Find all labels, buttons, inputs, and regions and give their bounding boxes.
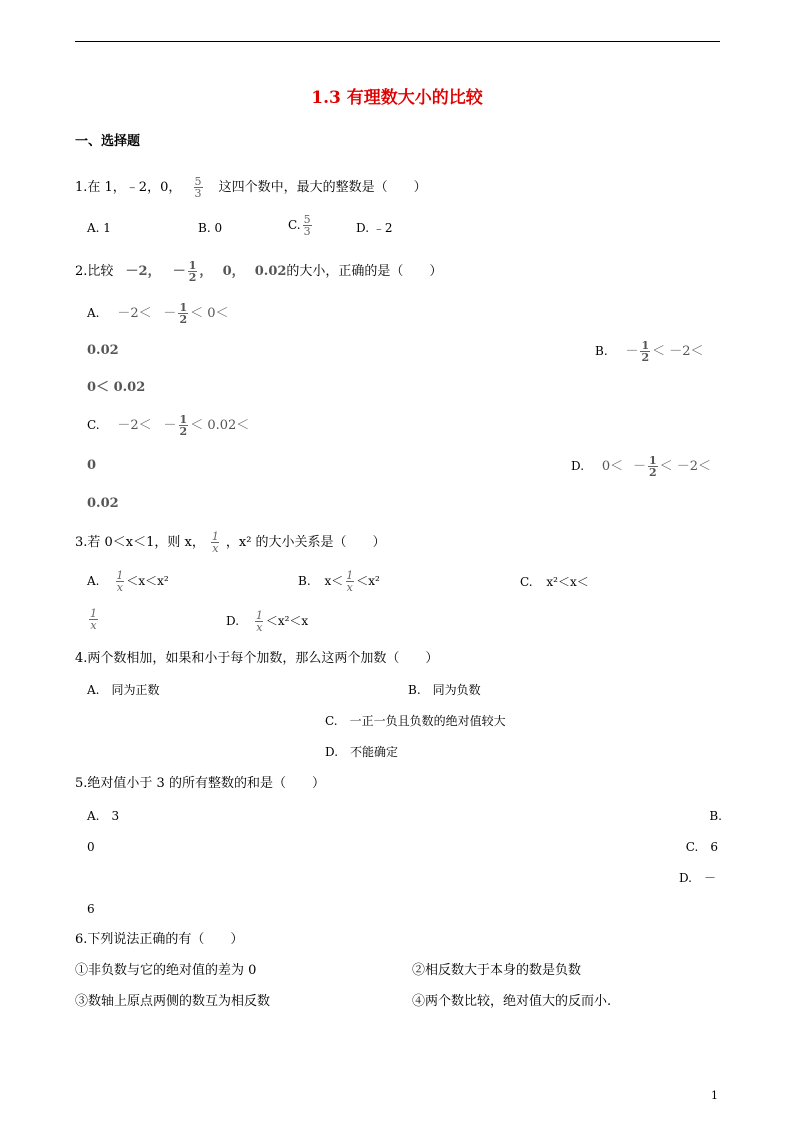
q2-value-2-comma: ， bbox=[199, 264, 213, 279]
q3-c-label: C. bbox=[520, 575, 533, 589]
q5-option-b-value: 0 bbox=[87, 840, 95, 854]
q2-a-part1: －2＜ bbox=[117, 306, 152, 321]
q2-d-part2: ＜ －2＜ bbox=[659, 459, 712, 474]
q2-option-c[interactable] bbox=[87, 414, 249, 437]
q3-c-rest: x²＜x＜ bbox=[546, 575, 589, 589]
q2-b-frac-num: 1 bbox=[641, 339, 650, 352]
q2-d-fraction bbox=[648, 455, 658, 478]
q2-c-label: C. bbox=[87, 418, 100, 432]
q2-a-frac-num: 1 bbox=[179, 301, 188, 314]
q5-option-b[interactable]: B. bbox=[709, 809, 722, 823]
q2-half-num: 1 bbox=[188, 259, 197, 272]
q2-option-a[interactable] bbox=[87, 302, 229, 325]
q2-c-sign: － bbox=[163, 418, 177, 433]
q2-stem-end: 的大小，正确的是（ ） bbox=[286, 264, 443, 279]
q3-b-fraction bbox=[345, 570, 354, 593]
q2-a-part2: ＜ 0＜ bbox=[190, 306, 229, 321]
q5-option-c[interactable]: C. 6 bbox=[685, 840, 718, 854]
q1-c-frac-num: 5 bbox=[303, 213, 311, 226]
q3-a-frac-num: 1 bbox=[116, 569, 124, 582]
q5-option-d[interactable]: D. － bbox=[678, 871, 716, 885]
q2-c-frac-den: 2 bbox=[179, 425, 188, 438]
q4-option-d[interactable]: D. 不能确定 bbox=[325, 745, 399, 759]
q3-c-continued bbox=[87, 608, 100, 631]
q2-b-sign: － bbox=[625, 344, 639, 359]
q3-a-frac-den: x bbox=[116, 581, 123, 594]
q6-statement-4: ④两个数比较，绝对值大的反而小. bbox=[412, 994, 612, 1009]
q2-d-label: D. bbox=[571, 459, 585, 473]
q3-c-frac-den: x bbox=[90, 619, 97, 632]
q3-b-frac-den: x bbox=[346, 581, 353, 594]
q2-d-frac-num: 1 bbox=[648, 454, 657, 467]
q3-b-label: B. bbox=[298, 574, 311, 588]
q2-b-frac-den: 2 bbox=[641, 351, 650, 364]
q2-b-label: B. bbox=[595, 344, 608, 358]
q2-half-den: 2 bbox=[188, 271, 197, 284]
q2-value-3: 0， bbox=[222, 264, 245, 279]
q2-a-sign: － bbox=[163, 306, 177, 321]
q2-stem-start: 2.比较 bbox=[75, 264, 114, 279]
q1-option-a[interactable]: A. 1 bbox=[87, 221, 111, 235]
q2-value-4: 0.02 bbox=[254, 264, 287, 279]
q3-option-c[interactable] bbox=[520, 576, 589, 588]
q2-a-continued: 0.02 bbox=[87, 343, 119, 358]
q5-option-a[interactable]: A. 3 bbox=[87, 809, 120, 823]
question-3-stem bbox=[75, 531, 386, 554]
q1-option-b[interactable]: B. 0 bbox=[198, 221, 223, 235]
q2-c-frac-num: 1 bbox=[179, 413, 188, 426]
q3-stem-end: ，x² 的大小关系是（ ） bbox=[225, 535, 386, 550]
q3-frac-num: 1 bbox=[211, 530, 219, 543]
q4-option-c[interactable]: C. 一正一负且负数的绝对值较大 bbox=[325, 714, 506, 728]
q2-b-continued: 0＜ 0.02 bbox=[87, 380, 146, 395]
q2-half-fraction bbox=[188, 260, 198, 283]
q1-frac-num: 5 bbox=[194, 175, 202, 188]
q2-value-1: －2， bbox=[125, 264, 161, 279]
q3-frac-den: x bbox=[212, 542, 219, 555]
q3-stem-start: 3.若 0＜x＜1，则 x， bbox=[75, 535, 205, 550]
q2-d-frac-den: 2 bbox=[648, 466, 657, 479]
header-rule bbox=[75, 41, 720, 42]
q6-statement-3: ③数轴上原点两侧的数互为相反数 bbox=[75, 994, 271, 1009]
q3-d-frac-den: x bbox=[256, 621, 263, 634]
q2-d-part1: 0＜ bbox=[601, 459, 624, 474]
q2-d-sign: － bbox=[632, 459, 646, 474]
q6-statement-2: ②相反数大于本身的数是负数 bbox=[412, 963, 582, 978]
q2-d-continued: 0.02 bbox=[87, 496, 119, 511]
q3-option-a[interactable] bbox=[87, 570, 169, 593]
q3-b-frac-num: 1 bbox=[346, 569, 354, 582]
q2-b-fraction bbox=[640, 340, 650, 363]
q3-option-d[interactable] bbox=[226, 610, 308, 633]
q2-option-d[interactable] bbox=[571, 455, 711, 478]
q1-c-frac-den: 3 bbox=[303, 225, 311, 238]
q2-c-part2: ＜ 0.02＜ bbox=[190, 418, 250, 433]
q3-d-rest: ＜x²＜x bbox=[265, 614, 309, 628]
q2-option-b[interactable] bbox=[595, 340, 704, 363]
question-6-stem: 6.下列说法正确的有（ ） bbox=[75, 932, 244, 947]
q3-d-label: D. bbox=[226, 614, 240, 628]
q1-fraction bbox=[194, 176, 203, 199]
q2-c-fraction bbox=[179, 414, 189, 437]
q4-option-b[interactable]: B. 同为负数 bbox=[408, 683, 481, 697]
q3-a-rest: ＜x＜x² bbox=[126, 574, 169, 588]
q3-b-pre: x＜ bbox=[324, 574, 344, 588]
q1-stem-end: 这四个数中，最大的整数是（ ） bbox=[218, 180, 427, 195]
q3-fraction bbox=[211, 531, 220, 554]
q2-b-part2: ＜ －2＜ bbox=[652, 344, 704, 359]
page-title: 1.3 有理数大小的比较 bbox=[311, 88, 483, 108]
q3-d-fraction bbox=[255, 610, 264, 633]
q3-a-label: A. bbox=[87, 574, 100, 588]
q1-stem-start: 1.在 1，﹣2，0， bbox=[75, 180, 182, 195]
q1-frac-den: 3 bbox=[194, 187, 202, 200]
q1-c-label: C. bbox=[288, 218, 301, 232]
page-number: 1 bbox=[711, 1089, 718, 1102]
q3-c-frac-num: 1 bbox=[90, 607, 97, 620]
q1-option-c[interactable] bbox=[288, 214, 314, 237]
q4-option-a[interactable]: A. 同为正数 bbox=[87, 683, 160, 697]
q3-c-fraction bbox=[89, 608, 98, 631]
q1-option-d[interactable]: D. ﹣2 bbox=[356, 221, 393, 235]
q3-b-rest: ＜x² bbox=[356, 574, 380, 588]
question-4-stem: 4.两个数相加，如果和小于每个加数，那么这两个加数（ ） bbox=[75, 651, 439, 666]
q2-c-part1: －2＜ bbox=[117, 418, 152, 433]
question-2-stem bbox=[75, 260, 442, 283]
question-5-stem: 5.绝对值小于 3 的所有整数的和是（ ） bbox=[75, 776, 325, 791]
q3-a-fraction bbox=[115, 570, 124, 593]
q2-a-label: A. bbox=[87, 306, 100, 320]
q2-a-frac-den: 2 bbox=[179, 313, 188, 326]
q2-a-fraction bbox=[178, 302, 188, 325]
q2-c-continued: 0 bbox=[87, 458, 97, 473]
q2-value-2-sign: － bbox=[172, 264, 186, 279]
q5-option-d-value: 6 bbox=[87, 902, 95, 916]
question-1-stem bbox=[75, 176, 427, 199]
q3-option-b[interactable] bbox=[298, 570, 380, 593]
q1-c-fraction bbox=[303, 214, 312, 237]
section-heading: 一、选择题 bbox=[75, 134, 141, 149]
q6-statement-1: ①非负数与它的绝对值的差为 0 bbox=[75, 963, 257, 978]
q3-d-frac-num: 1 bbox=[255, 609, 263, 622]
